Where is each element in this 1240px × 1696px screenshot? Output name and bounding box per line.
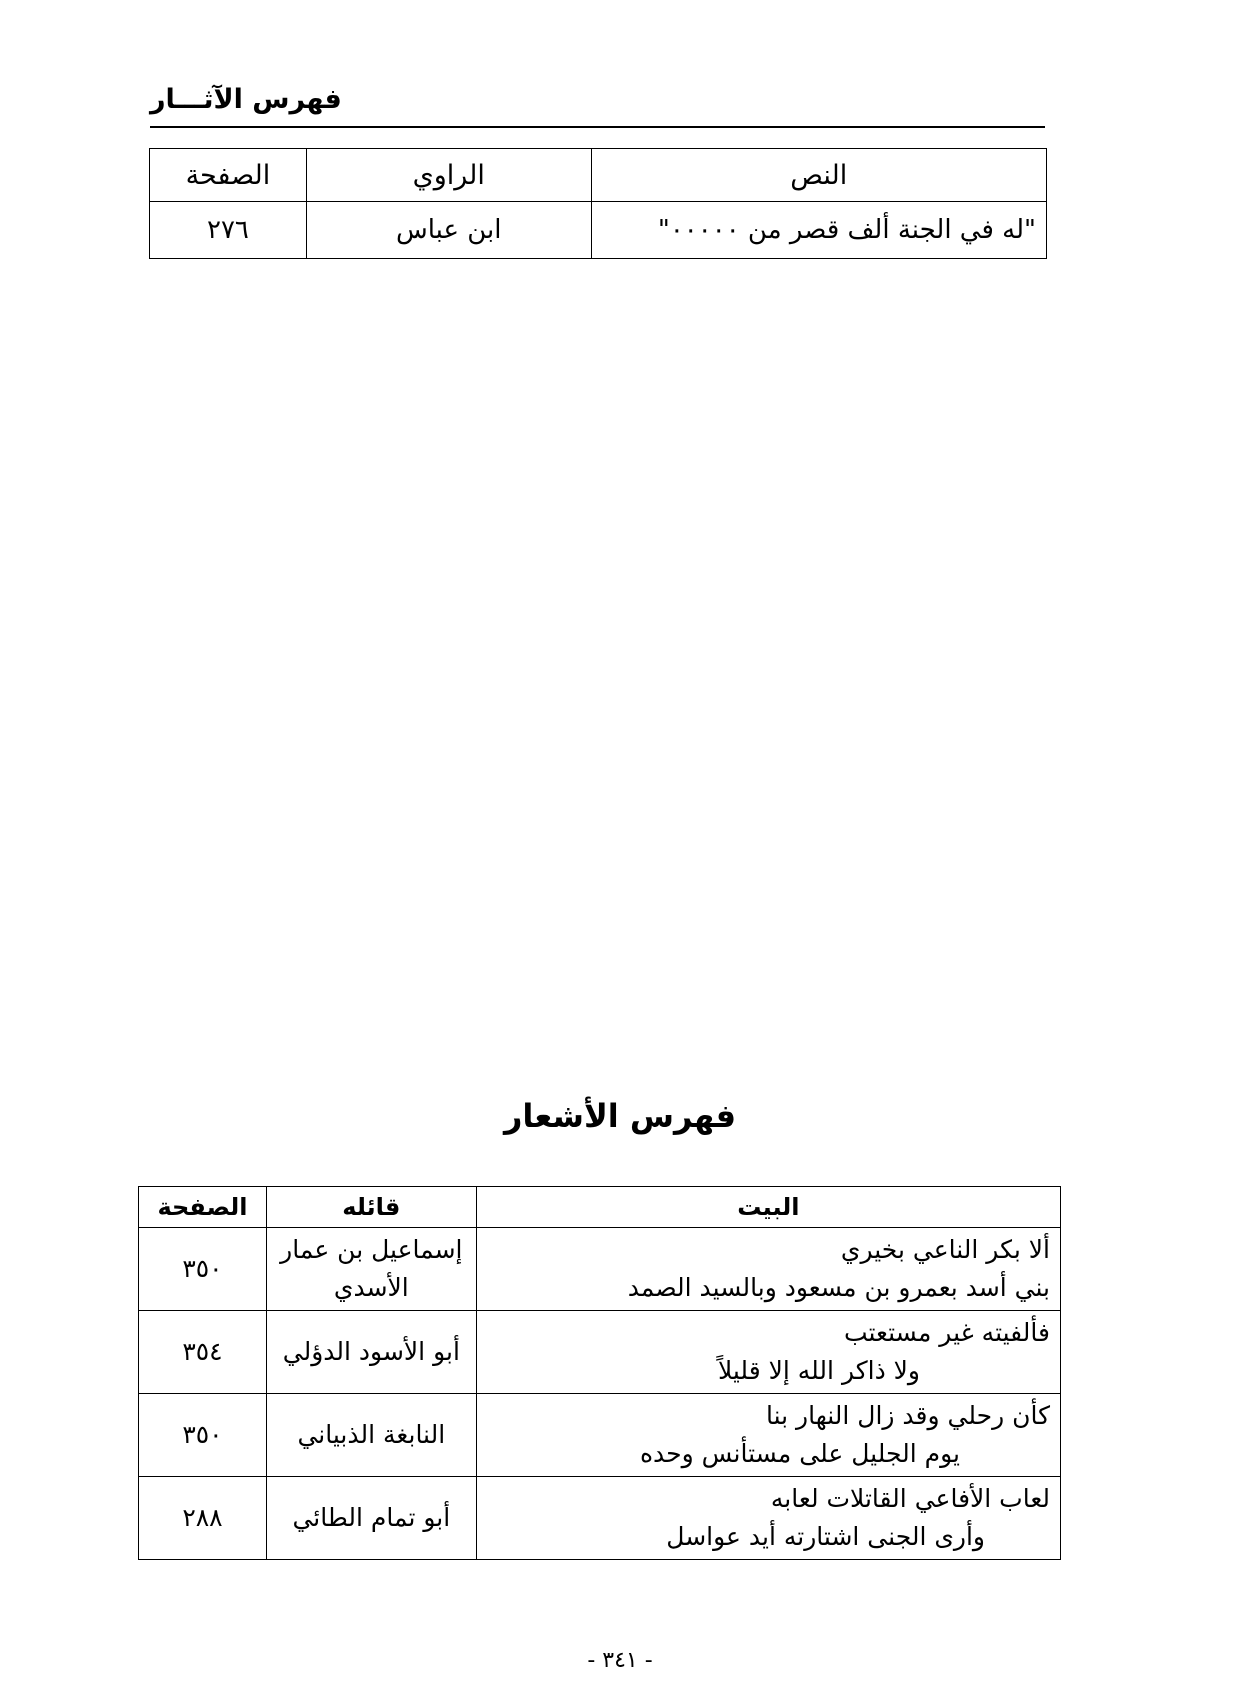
table-header-row [139,1187,1061,1228]
section-title: فهرس الأشعار [503,1097,737,1135]
page-number: - ٣٤١ - [587,1648,653,1673]
table-row [139,1311,1061,1394]
athar-page: ٢٧٦ [150,202,307,259]
poet-cell: أبو الأسود الدؤلي [266,1311,476,1394]
verse-line-2: يوم الجليل على مستأنس وحده [639,1439,960,1468]
header-page: الصفحة [139,1187,267,1228]
verse-cell [476,1228,1060,1311]
header-text: النص [591,149,1046,202]
verse-line-1: لعاب الأفاعي القاتلات لعابه [770,1484,1050,1513]
verse-line-1: فألفيته غير مستعتب [843,1318,1050,1347]
verse-cell [476,1394,1060,1477]
page-cell: ٣٥٠ [139,1394,267,1477]
poet-cell: أبو تمام الطائي [266,1477,476,1560]
page-cell: ٣٥٠ [139,1228,267,1311]
table-header-row [150,149,1047,202]
verse-line-2: ولا ذاكر الله إلا قليلاً [717,1356,920,1385]
page-cell: ٢٨٨ [139,1477,267,1560]
header-narrator: الراوي [306,149,591,202]
poetry-index-table [138,1186,1061,1560]
athar-text: "له في الجنة ألف قصر من ٠٠٠٠٠" [591,202,1046,259]
verse-line-2: بني أسد بعمرو بن مسعود وبالسيد الصمد [627,1273,1050,1302]
table-row [139,1477,1061,1560]
verse-line-1: كأن رحلي وقد زال النهار بنا [765,1401,1050,1430]
verse-cell [476,1477,1060,1560]
verse-line-1: ألا بكر الناعي بخيري [840,1235,1050,1264]
header-rule [150,126,1045,128]
poet-cell: إسماعيل بن عمار الأسدي [266,1228,476,1311]
table-row [150,202,1047,259]
athar-narrator: ابن عباس [306,202,591,259]
poet-cell: النابغة الذبياني [266,1394,476,1477]
page-cell: ٣٥٤ [139,1311,267,1394]
running-head: فهرس الآثـــار [150,84,342,115]
header-page: الصفحة [150,149,307,202]
table-row [139,1394,1061,1477]
verse-cell [476,1311,1060,1394]
verse-line-2: وأرى الجنى اشتارته أيد عواسل [666,1522,985,1551]
header-verse: البيت [476,1187,1060,1228]
table-row [139,1228,1061,1311]
athar-index-table [149,148,1047,259]
header-poet: قائله [266,1187,476,1228]
